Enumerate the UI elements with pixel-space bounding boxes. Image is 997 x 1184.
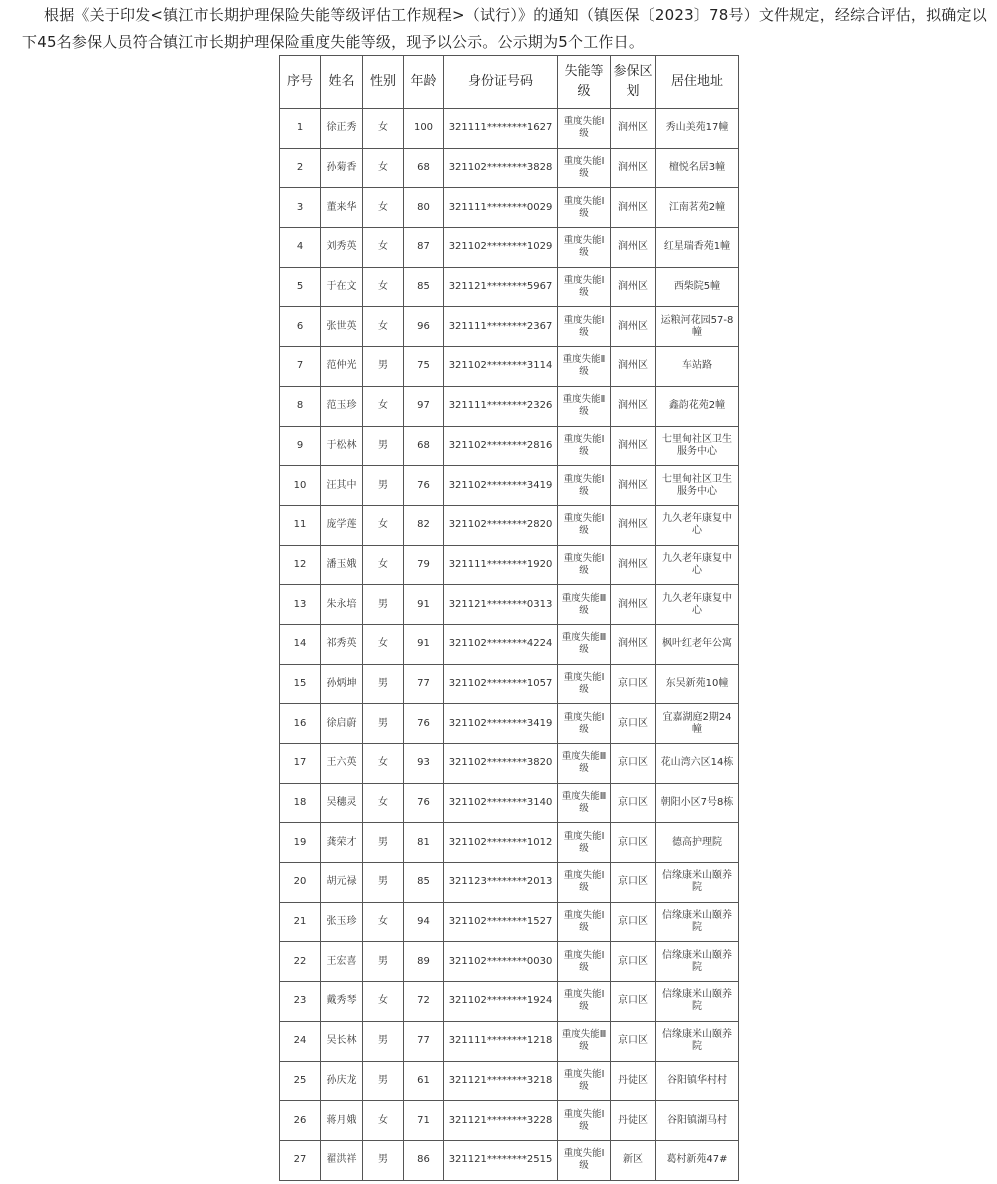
table-row [280,426,739,466]
cell-address: 葛村新苑47# [656,1140,739,1180]
cell-address: 七里甸社区卫生服务中心 [656,426,739,466]
cell-name: 庞学莲 [321,505,363,545]
cell-age: 87 [404,228,444,268]
cell-sex: 女 [363,744,404,784]
table-row [280,624,739,664]
cell-id-number: 321102********3419 [444,704,558,744]
cell-district: 润州区 [611,347,656,387]
cell-grade: 重度失能Ⅲ级 [558,744,611,784]
cell-name: 徐启蔚 [321,704,363,744]
cell-sex: 女 [363,267,404,307]
cell-no: 27 [280,1140,321,1180]
cell-sex: 女 [363,624,404,664]
cell-id-number: 321102********1527 [444,902,558,942]
notice-paragraph [22,2,997,56]
cell-address: 信缘康米山颐养院 [656,942,739,982]
cell-id-number: 321121********0313 [444,585,558,625]
cell-id-number: 321111********1920 [444,545,558,585]
cell-sex: 女 [363,505,404,545]
cell-district: 润州区 [611,426,656,466]
cell-grade: 重度失能Ⅰ级 [558,109,611,149]
cell-grade: 重度失能Ⅰ级 [558,307,611,347]
cell-no: 2 [280,148,321,188]
cell-grade: 重度失能Ⅰ级 [558,148,611,188]
cell-name: 翟洪祥 [321,1140,363,1180]
cell-age: 77 [404,1021,444,1061]
cell-address: 信缘康米山颐养院 [656,902,739,942]
cell-grade: 重度失能Ⅰ级 [558,823,611,863]
cell-age: 91 [404,585,444,625]
cell-no: 3 [280,188,321,228]
table-row [280,744,739,784]
cell-sex: 女 [363,545,404,585]
cell-id-number: 321102********3140 [444,783,558,823]
header-no: 序号 [280,56,321,109]
cell-id-number: 321121********3228 [444,1101,558,1141]
cell-district: 丹徒区 [611,1061,656,1101]
cell-sex: 女 [363,148,404,188]
cell-grade: 重度失能Ⅱ级 [558,386,611,426]
cell-no: 14 [280,624,321,664]
table-row [280,505,739,545]
table-header-row [280,56,739,109]
cell-grade: 重度失能Ⅰ级 [558,1061,611,1101]
cell-name: 范仲光 [321,347,363,387]
header-age: 年龄 [404,56,444,109]
cell-no: 9 [280,426,321,466]
table-row [280,783,739,823]
cell-id-number: 321102********0030 [444,942,558,982]
cell-grade: 重度失能Ⅰ级 [558,505,611,545]
cell-address: 花山湾六区14栋 [656,744,739,784]
table-row [280,267,739,307]
cell-address: 朝阳小区7号8栋 [656,783,739,823]
cell-no: 11 [280,505,321,545]
cell-sex: 女 [363,1101,404,1141]
cell-district: 京口区 [611,902,656,942]
cell-grade: 重度失能Ⅰ级 [558,863,611,903]
cell-address: 谷阳镇湖马村 [656,1101,739,1141]
cell-grade: 重度失能Ⅲ级 [558,585,611,625]
cell-no: 1 [280,109,321,149]
cell-sex: 男 [363,1140,404,1180]
cell-id-number: 321102********1012 [444,823,558,863]
table-body [280,109,739,1181]
cell-sex: 女 [363,783,404,823]
cell-no: 7 [280,347,321,387]
cell-district: 京口区 [611,1021,656,1061]
cell-district: 润州区 [611,466,656,506]
cell-age: 77 [404,664,444,704]
notice-text: 根据《关于印发<镇江市长期护理保险失能等级评估工作规程>（试行）》的通知（镇医保〔2023〕78号）文件规定，经综合评估，拟确定以下45名参保人员符合镇江市长期护理保险重度失能等级，现予以公示。公示期为5个工作日。 [22,6,987,51]
cell-name: 汪其中 [321,466,363,506]
cell-no: 26 [280,1101,321,1141]
table-row [280,1061,739,1101]
cell-sex: 女 [363,228,404,268]
header-sex: 性别 [363,56,404,109]
cell-grade: 重度失能Ⅲ级 [558,624,611,664]
cell-name: 戴秀琴 [321,982,363,1022]
cell-age: 68 [404,148,444,188]
header-name: 姓名 [321,56,363,109]
cell-grade: 重度失能Ⅰ级 [558,902,611,942]
cell-age: 71 [404,1101,444,1141]
cell-grade: 重度失能Ⅰ级 [558,545,611,585]
cell-address: 东吴新苑10幢 [656,664,739,704]
cell-address: 信缘康米山颐养院 [656,863,739,903]
cell-age: 68 [404,426,444,466]
table-row [280,386,739,426]
cell-address: 江南茗苑2幢 [656,188,739,228]
cell-district: 京口区 [611,982,656,1022]
cell-address: 秀山美苑17幢 [656,109,739,149]
cell-id-number: 321102********1057 [444,664,558,704]
header-address: 居住地址 [656,56,739,109]
cell-grade: 重度失能Ⅰ级 [558,664,611,704]
cell-district: 润州区 [611,109,656,149]
table-row [280,1101,739,1141]
table-row [280,902,739,942]
cell-address: 谷阳镇华村村 [656,1061,739,1101]
cell-age: 81 [404,823,444,863]
cell-address: 鑫韵花苑2幢 [656,386,739,426]
cell-no: 25 [280,1061,321,1101]
cell-sex: 女 [363,902,404,942]
cell-id-number: 321121********3218 [444,1061,558,1101]
cell-no: 22 [280,942,321,982]
cell-no: 17 [280,744,321,784]
cell-age: 86 [404,1140,444,1180]
cell-age: 72 [404,982,444,1022]
cell-age: 76 [404,466,444,506]
cell-district: 丹徒区 [611,1101,656,1141]
table-row [280,466,739,506]
header-grade: 失能等级 [558,56,611,109]
cell-name: 蒋月娥 [321,1101,363,1141]
cell-address: 宜嘉湖庭2期24幢 [656,704,739,744]
table-row [280,664,739,704]
cell-age: 85 [404,863,444,903]
table-row [280,1021,739,1061]
cell-name: 胡元禄 [321,863,363,903]
cell-id-number: 321102********2816 [444,426,558,466]
table-row [280,704,739,744]
cell-id-number: 321111********2326 [444,386,558,426]
cell-name: 范玉珍 [321,386,363,426]
cell-district: 润州区 [611,148,656,188]
cell-district: 润州区 [611,585,656,625]
cell-no: 20 [280,863,321,903]
cell-id-number: 321111********2367 [444,307,558,347]
cell-address: 车站路 [656,347,739,387]
cell-district: 润州区 [611,386,656,426]
cell-district: 润州区 [611,228,656,268]
cell-no: 16 [280,704,321,744]
cell-no: 12 [280,545,321,585]
cell-id-number: 321121********5967 [444,267,558,307]
cell-grade: 重度失能Ⅰ级 [558,466,611,506]
cell-age: 100 [404,109,444,149]
cell-id-number: 321111********0029 [444,188,558,228]
table-row [280,307,739,347]
cell-address: 九久老年康复中心 [656,545,739,585]
cell-age: 93 [404,744,444,784]
disability-roster-table [279,55,739,1181]
cell-sex: 女 [363,109,404,149]
cell-age: 82 [404,505,444,545]
cell-district: 润州区 [611,505,656,545]
cell-age: 85 [404,267,444,307]
cell-grade: 重度失能Ⅱ级 [558,347,611,387]
cell-no: 24 [280,1021,321,1061]
cell-no: 13 [280,585,321,625]
cell-district: 润州区 [611,307,656,347]
cell-name: 孙炳坤 [321,664,363,704]
cell-name: 王六英 [321,744,363,784]
table-row [280,823,739,863]
cell-name: 于在文 [321,267,363,307]
cell-sex: 男 [363,823,404,863]
cell-id-number: 321121********2515 [444,1140,558,1180]
cell-sex: 男 [363,664,404,704]
cell-name: 王宏喜 [321,942,363,982]
header-district: 参保区划 [611,56,656,109]
cell-age: 89 [404,942,444,982]
cell-district: 京口区 [611,783,656,823]
cell-district: 京口区 [611,664,656,704]
table-row [280,982,739,1022]
cell-district: 润州区 [611,545,656,585]
table-row [280,942,739,982]
cell-name: 吴长林 [321,1021,363,1061]
cell-sex: 男 [363,585,404,625]
cell-grade: 重度失能Ⅰ级 [558,426,611,466]
cell-no: 5 [280,267,321,307]
cell-name: 朱永培 [321,585,363,625]
cell-no: 10 [280,466,321,506]
cell-district: 京口区 [611,942,656,982]
cell-district: 京口区 [611,704,656,744]
cell-sex: 女 [363,307,404,347]
cell-grade: 重度失能Ⅰ级 [558,942,611,982]
cell-id-number: 321102********2820 [444,505,558,545]
cell-id-number: 321111********1627 [444,109,558,149]
cell-address: 檀悦名居3幢 [656,148,739,188]
cell-address: 德高护理院 [656,823,739,863]
table-row [280,545,739,585]
cell-address: 九久老年康复中心 [656,505,739,545]
cell-address: 七里甸社区卫生服务中心 [656,466,739,506]
cell-no: 15 [280,664,321,704]
cell-id-number: 321102********4224 [444,624,558,664]
cell-name: 于松林 [321,426,363,466]
cell-age: 61 [404,1061,444,1101]
cell-age: 80 [404,188,444,228]
cell-grade: 重度失能Ⅰ级 [558,267,611,307]
cell-district: 京口区 [611,744,656,784]
table-row [280,863,739,903]
cell-age: 76 [404,783,444,823]
table-row [280,109,739,149]
cell-name: 龚荣才 [321,823,363,863]
cell-district: 润州区 [611,188,656,228]
table-row [280,188,739,228]
cell-address: 运粮河花园57-8幢 [656,307,739,347]
cell-name: 孙庆龙 [321,1061,363,1101]
cell-grade: 重度失能Ⅰ级 [558,982,611,1022]
cell-age: 97 [404,386,444,426]
cell-name: 徐正秀 [321,109,363,149]
cell-district: 润州区 [611,624,656,664]
cell-age: 91 [404,624,444,664]
table-row [280,228,739,268]
cell-sex: 男 [363,704,404,744]
table-row [280,347,739,387]
cell-address: 西柴院5幢 [656,267,739,307]
cell-age: 96 [404,307,444,347]
cell-no: 21 [280,902,321,942]
cell-id-number: 321102********1924 [444,982,558,1022]
cell-id-number: 321102********3114 [444,347,558,387]
cell-address: 信缘康米山颐养院 [656,1021,739,1061]
cell-sex: 女 [363,188,404,228]
cell-sex: 男 [363,426,404,466]
cell-no: 8 [280,386,321,426]
cell-name: 祁秀英 [321,624,363,664]
cell-name: 潘玉娥 [321,545,363,585]
cell-sex: 男 [363,1061,404,1101]
cell-sex: 男 [363,1021,404,1061]
cell-name: 刘秀英 [321,228,363,268]
cell-name: 董来华 [321,188,363,228]
cell-grade: 重度失能Ⅰ级 [558,188,611,228]
cell-sex: 男 [363,466,404,506]
cell-address: 九久老年康复中心 [656,585,739,625]
cell-age: 76 [404,704,444,744]
cell-district: 润州区 [611,267,656,307]
cell-district: 京口区 [611,863,656,903]
cell-grade: 重度失能Ⅰ级 [558,704,611,744]
cell-grade: 重度失能Ⅰ级 [558,1101,611,1141]
cell-no: 4 [280,228,321,268]
cell-sex: 男 [363,942,404,982]
cell-no: 19 [280,823,321,863]
cell-name: 孙菊香 [321,148,363,188]
header-id: 身份证号码 [444,56,558,109]
table-row [280,585,739,625]
cell-age: 75 [404,347,444,387]
cell-no: 6 [280,307,321,347]
cell-address: 信缘康米山颐养院 [656,982,739,1022]
cell-id-number: 321111********1218 [444,1021,558,1061]
cell-district: 京口区 [611,823,656,863]
cell-age: 94 [404,902,444,942]
cell-address: 红星瑞香苑1幢 [656,228,739,268]
cell-district: 新区 [611,1140,656,1180]
cell-name: 吴穗灵 [321,783,363,823]
cell-id-number: 321102********3828 [444,148,558,188]
cell-id-number: 321102********3419 [444,466,558,506]
cell-grade: 重度失能Ⅲ级 [558,783,611,823]
cell-sex: 女 [363,982,404,1022]
cell-name: 张玉珍 [321,902,363,942]
cell-id-number: 321123********2013 [444,863,558,903]
cell-name: 张世英 [321,307,363,347]
table-row [280,1140,739,1180]
cell-sex: 女 [363,386,404,426]
cell-sex: 男 [363,347,404,387]
cell-no: 23 [280,982,321,1022]
cell-grade: 重度失能Ⅰ级 [558,1140,611,1180]
cell-grade: 重度失能Ⅲ级 [558,1021,611,1061]
cell-age: 79 [404,545,444,585]
table-row [280,148,739,188]
cell-id-number: 321102********1029 [444,228,558,268]
cell-sex: 男 [363,863,404,903]
cell-id-number: 321102********3820 [444,744,558,784]
cell-address: 枫叶红老年公寓 [656,624,739,664]
cell-no: 18 [280,783,321,823]
cell-grade: 重度失能Ⅰ级 [558,228,611,268]
